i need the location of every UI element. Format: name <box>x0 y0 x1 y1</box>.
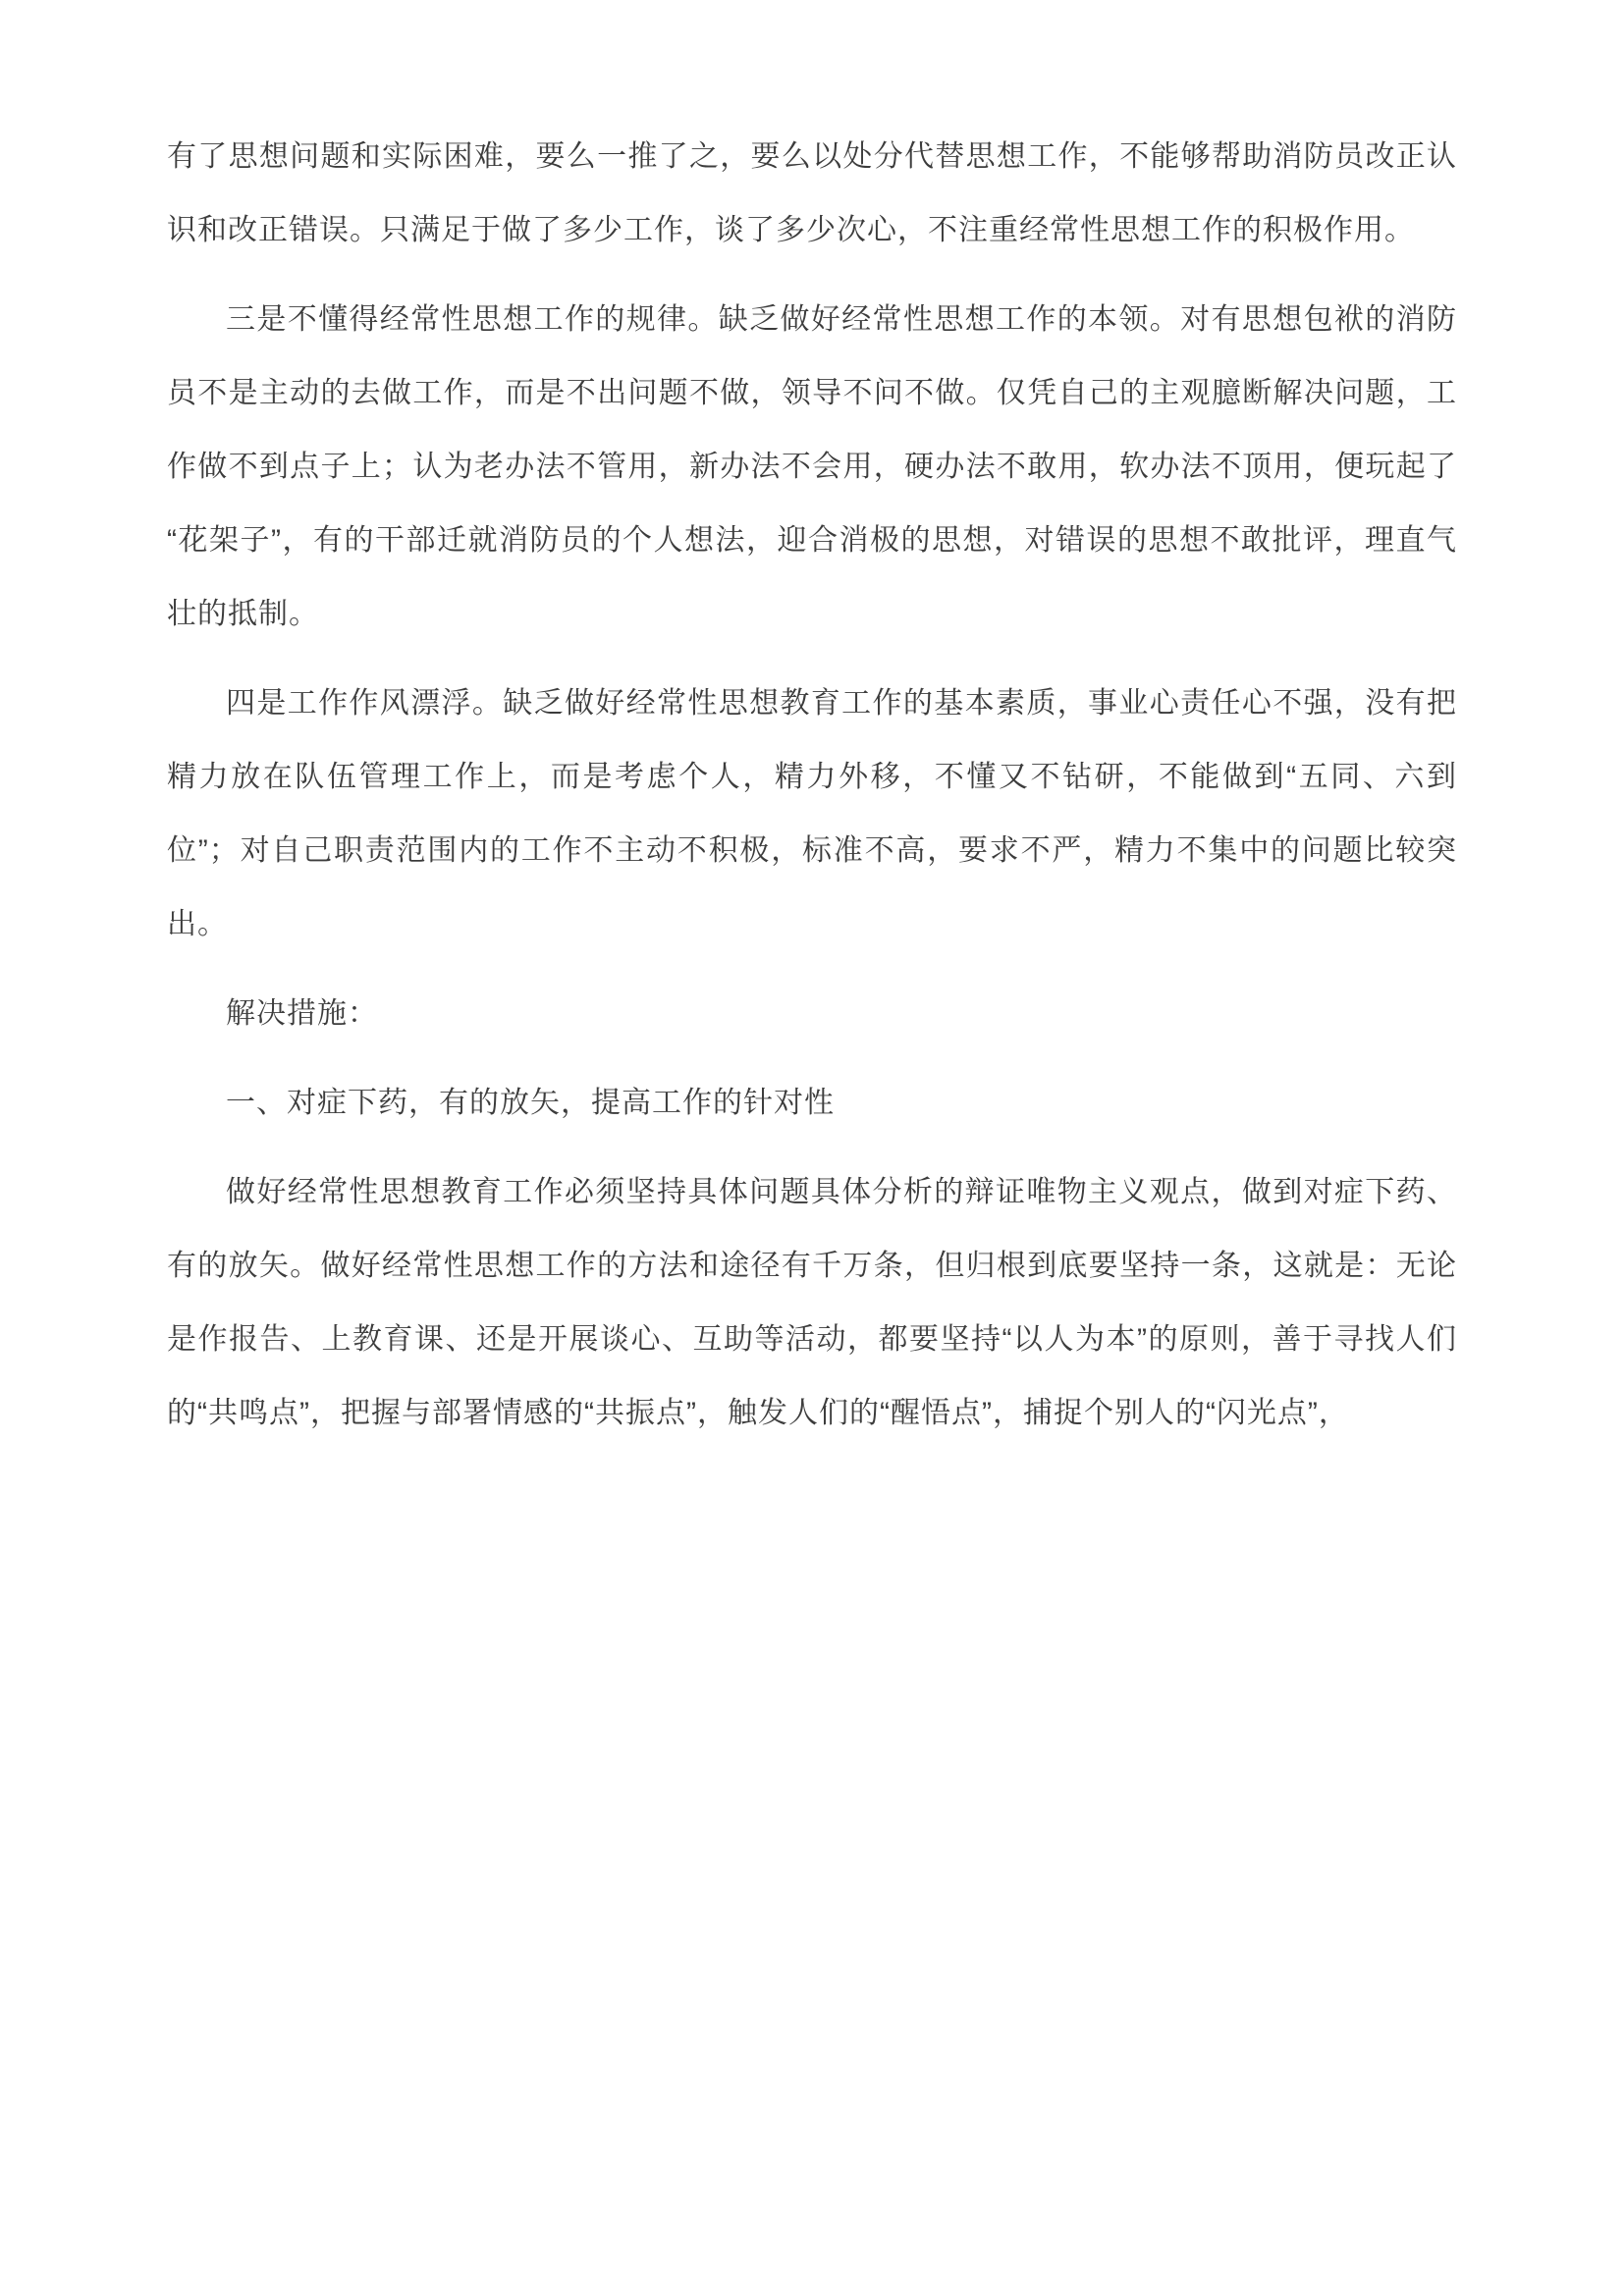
paragraph-point-three: 三是不懂得经常性思想工作的规律。缺乏做好经常性思想工作的本领。对有思想包袱的消防员不是主动的去做工作，而是不出问题不做，领导不问不做。仅凭自己的主观臆断解决问题，工作做不到点子上；认为老办法不管用，新办法不会用，硬办法不敢用，软办法不顶用，便玩起了“花架子”，有的干部迁就消防员的个人想法，迎合消极的思想，对错误的思想不敢批评，理直气壮的抵制。 <box>167 303 1457 630</box>
paragraph-measure-one-heading: 一、对症下药，有的放矢，提高工作的针对性 <box>226 1087 835 1119</box>
paragraph-solutions-heading: 解决措施： <box>226 997 378 1030</box>
paragraph-continuation: 有了思想问题和实际困难，要么一推了之，要么以处分代替思想工作，不能够帮助消防员改正认识和改正错误。只满足于做了多少工作，谈了多少次心，不注重经常性思想工作的积极作用。 <box>167 140 1457 246</box>
paragraph-point-four: 四是工作作风漂浮。缺乏做好经常性思想教育工作的基本素质，事业心责任心不强，没有把精力放在队伍管理工作上，而是考虑个人，精力外移，不懂又不钻研，不能做到“五同、六到位”；对自己职责范围内的工作不主动不积极，标准不高，要求不严，精力不集中的问题比较突出。 <box>167 687 1457 940</box>
paragraph-measure-one-body: 做好经常性思想教育工作必须坚持具体问题具体分析的辩证唯物主义观点，做到对症下药、有的放矢。做好经常性思想工作的方法和途径有千万条，但归根到底要坚持一条，这就是：无论是作报告、上教育课、还是开展谈心、互助等活动，都要坚持“以人为本”的原则，善于寻找人们的“共鸣点”，把握与部署情感的“共振点”，触发人们的“醒悟点”，捕捉个别人的“闪光点”， <box>167 1176 1457 1429</box>
